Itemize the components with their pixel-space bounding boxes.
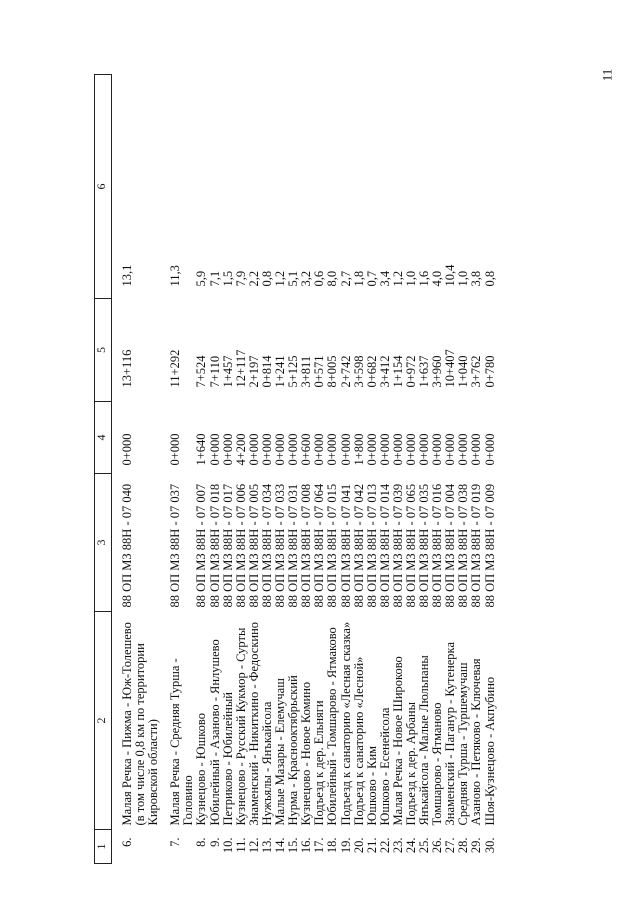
length-km: 0,6 — [312, 270, 327, 287]
page-number: 11 — [599, 68, 615, 82]
end-km: 1+457 — [220, 355, 235, 388]
length-km: 2,7 — [338, 270, 353, 287]
start-km: 0+000 — [220, 433, 235, 466]
start-km: 0+000 — [456, 433, 471, 466]
road-name: Юшково - Есенейсола — [377, 707, 392, 826]
start-km: 0+000 — [417, 433, 432, 466]
road-name: Шоя-Кузнецово - Акпубино — [482, 676, 497, 826]
end-km: 11+292 — [168, 349, 183, 388]
end-km: 1+040 — [456, 355, 471, 388]
row-number: 6. — [120, 837, 134, 847]
header-col-6: 6 — [95, 75, 112, 299]
length-km: 1,8 — [351, 270, 366, 287]
row-number: 8. — [194, 837, 209, 847]
table-body — [112, 75, 497, 864]
table-row — [353, 75, 366, 864]
road-code: 88 ОП МЗ 88Н - 07 031 — [286, 483, 301, 608]
road-code: 88 ОП МЗ 88Н - 07 065 — [403, 483, 418, 608]
road-code: 88 ОП МЗ 88Н - 07 040 — [120, 483, 134, 608]
road-code: 88 ОП МЗ 88Н - 07 017 — [220, 483, 235, 608]
end-km: 0+972 — [403, 355, 418, 388]
end-km: 1+154 — [390, 355, 405, 388]
start-km: 1+640 — [194, 433, 209, 466]
end-km: 10+407 — [443, 349, 458, 388]
length-km: 0,8 — [482, 270, 497, 287]
end-km: 12+117 — [233, 349, 248, 388]
header-col-5: 5 — [95, 299, 112, 402]
road-name: Малые Мазары - Елемучаш — [273, 678, 288, 826]
road-name: Юбилейный - Томшарово - Ятмаково — [325, 627, 340, 826]
road-code: 88 ОП МЗ 88Н - 07 006 — [233, 483, 248, 608]
road-code: 88 ОП МЗ 88Н - 07 064 — [312, 483, 327, 608]
table-row — [392, 75, 405, 864]
length-km: 1,6 — [417, 270, 432, 287]
length-km: 3,2 — [299, 270, 314, 287]
road-code: 88 ОП МЗ 88Н - 07 035 — [417, 483, 432, 608]
row-number: 12. — [246, 837, 261, 854]
length-km: 0,8 — [259, 270, 274, 287]
end-km: 8+005 — [325, 355, 340, 388]
table-row — [121, 75, 160, 864]
table-row — [326, 75, 339, 864]
end-km: 2+742 — [338, 355, 353, 388]
length-km: 10,4 — [443, 264, 458, 287]
start-km: 0+000 — [469, 433, 484, 466]
road-name: Знаменский - Никиткино - Федоскино — [246, 621, 261, 826]
row-number: 27. — [443, 837, 458, 854]
row-number: 17. — [312, 837, 327, 854]
start-km: 0+000 — [273, 433, 288, 466]
row-number: 13. — [259, 837, 274, 854]
end-km: 7+110 — [207, 355, 222, 388]
length-km: 5,9 — [194, 270, 209, 287]
row-number: 7. — [168, 837, 183, 847]
row-number: 18. — [325, 837, 340, 854]
end-km: 1+241 — [273, 355, 288, 388]
length-km: 13,1 — [120, 264, 134, 287]
road-name: Подъезд к санаторию «Лесная сказка» — [338, 621, 353, 826]
row-number: 11. — [233, 837, 248, 853]
start-km: 0+000 — [246, 433, 261, 466]
road-name: Янъкайсола - Малые Люльпаны — [417, 655, 432, 826]
table-row — [379, 75, 392, 864]
start-km: 0+000 — [120, 433, 134, 466]
header-col-4: 4 — [95, 402, 112, 474]
road-code: 88 ОП МЗ 88Н - 07 016 — [430, 483, 445, 608]
row-number: 30. — [482, 837, 497, 854]
length-km: 8,0 — [325, 270, 340, 287]
table-row — [470, 75, 483, 864]
road-name: Подъезд к санаторию «Лесной» — [351, 656, 366, 826]
end-km: 2+197 — [246, 355, 261, 388]
row-number: 19. — [338, 837, 353, 854]
length-km: 3,4 — [377, 270, 392, 287]
header-col-2: 2 — [95, 612, 112, 830]
start-km: 0+000 — [403, 433, 418, 466]
road-name: Юшково - Ким — [364, 745, 379, 826]
start-km: 1+800 — [351, 433, 366, 466]
road-name: Знаменский - Пагануp - Кутенерка — [443, 642, 458, 826]
start-km: 0+000 — [168, 433, 183, 466]
row-number: 20. — [351, 837, 366, 854]
road-code: 88 ОП МЗ 88Н - 07 019 — [469, 483, 484, 608]
row-number: 14. — [273, 837, 288, 854]
start-km: 0+000 — [312, 433, 327, 466]
end-km: 3+762 — [469, 355, 484, 388]
road-code: 88 ОП МЗ 88Н - 07 004 — [443, 483, 458, 608]
row-number: 23. — [390, 837, 405, 854]
row-number: 26. — [430, 837, 445, 854]
start-km: 0+000 — [390, 433, 405, 466]
length-km: 7,9 — [233, 270, 248, 287]
start-km: 0+000 — [364, 433, 379, 466]
road-code: 88 ОП МЗ 88Н - 07 015 — [325, 483, 340, 608]
table-row — [366, 75, 379, 864]
road-code: 88 ОП МЗ 88Н - 07 007 — [194, 483, 209, 608]
road-code: 88 ОП МЗ 88Н - 07 041 — [338, 483, 353, 608]
table-row — [235, 75, 248, 864]
start-km: 0+000 — [443, 433, 458, 466]
table-row — [340, 75, 353, 864]
end-km: 0+571 — [312, 355, 327, 388]
road-name: Нурма - Краснооктябрьский — [286, 675, 301, 826]
road-code: 88 ОП МЗ 88Н - 07 009 — [482, 483, 497, 608]
start-km: 0+000 — [338, 433, 353, 466]
road-name: Кузнецово - Русский Кукмор - Сурты — [233, 627, 248, 826]
row-number: 22. — [377, 837, 392, 854]
row-number: 25. — [417, 837, 432, 854]
start-km: 0+000 — [286, 433, 301, 466]
header-col-1: 1 — [95, 830, 112, 864]
start-km: 0+000 — [430, 433, 445, 466]
roads-table — [94, 74, 497, 864]
length-km: 1,2 — [273, 270, 288, 287]
road-name: Подъезд к дер. Арбаны — [403, 701, 418, 826]
table-row — [169, 75, 195, 864]
road-name: Малая Речка - Новое Широково — [390, 656, 405, 826]
row-number: 16. — [299, 837, 314, 854]
start-km: 0+000 — [207, 433, 222, 466]
end-km: 3+412 — [377, 355, 392, 388]
road-name: Средняя Турша - Туршемучаш — [456, 662, 471, 826]
road-code: 88 ОП МЗ 88Н - 07 033 — [273, 483, 288, 608]
length-km: 1,0 — [456, 270, 471, 287]
roads-table-rotated — [94, 74, 530, 864]
end-km: 3+598 — [351, 355, 366, 388]
road-code: 88 ОП МЗ 88Н - 07 013 — [364, 483, 379, 608]
road-name: Малая Речка - Пижма - Юж-Толешево (в том числе 0,8 км по территории Кировской области) — [120, 622, 161, 826]
road-code: 88 ОП МЗ 88Н - 07 018 — [207, 483, 222, 608]
length-km: 1,2 — [390, 270, 405, 287]
end-km: 1+637 — [417, 355, 432, 388]
end-km: 5+125 — [286, 355, 301, 388]
road-name: Подъезд к дер. Ельняги — [312, 700, 327, 826]
row-number: 21. — [364, 837, 379, 854]
end-km: 0+780 — [482, 355, 497, 388]
road-code: 88 ОП МЗ 88Н - 07 005 — [246, 483, 261, 608]
road-name: Юбилейный - Азаново - Янлушево — [207, 639, 222, 826]
road-name: Азаново - Петяково - Ключевая — [469, 658, 484, 826]
end-km: 3+960 — [430, 355, 445, 388]
end-km: 0+814 — [259, 355, 274, 388]
header-row — [95, 75, 112, 864]
road-name: Малая Речка - Средняя Турша - Головино — [168, 658, 196, 826]
road-code: 88 ОП МЗ 88Н - 07 014 — [377, 483, 392, 608]
end-km: 3+811 — [299, 355, 314, 388]
road-name: Кузнецово - Юшково — [194, 713, 209, 826]
length-km: 2,2 — [246, 270, 261, 287]
row-number: 15. — [286, 837, 301, 854]
road-name: Томшарово - Ятманово — [430, 702, 445, 826]
road-code: 88 ОП МЗ 88Н - 07 037 — [168, 483, 183, 608]
start-km: 0+000 — [377, 433, 392, 466]
road-code: 88 ОП МЗ 88Н - 07 039 — [390, 483, 405, 608]
table-row — [209, 75, 222, 864]
road-name: Кузнецово - Новое Комино — [299, 681, 314, 826]
length-km: 11,3 — [168, 265, 183, 287]
length-km: 0,7 — [364, 270, 379, 287]
end-km: 7+524 — [194, 355, 209, 388]
start-km: 0+600 — [299, 433, 314, 466]
start-km: 0+000 — [482, 433, 497, 466]
length-km: 3,8 — [469, 270, 484, 287]
start-km: 0+000 — [325, 433, 340, 466]
row-number: 29. — [469, 837, 484, 854]
row-number: 9. — [207, 837, 222, 847]
end-km: 0+682 — [364, 355, 379, 388]
table-row — [222, 75, 235, 864]
table-row — [195, 75, 208, 864]
length-km: 4,0 — [430, 270, 445, 287]
end-km: 13+116 — [120, 349, 134, 388]
road-name: Петриково - Юбилейный — [220, 692, 235, 826]
start-km: 0+000 — [259, 433, 274, 466]
header-col-3: 3 — [95, 474, 112, 612]
length-km: 5,1 — [286, 270, 301, 287]
row-number: 24. — [403, 837, 418, 854]
table-row — [248, 75, 261, 864]
length-km: 1,5 — [220, 270, 235, 287]
row-number: 10. — [220, 837, 235, 854]
length-km: 7,1 — [207, 270, 222, 287]
road-name: Нужъялы - Янъкайсола — [259, 701, 274, 826]
road-code: 88 ОП МЗ 88Н - 07 008 — [299, 483, 314, 608]
table-row — [484, 75, 497, 864]
road-code: 88 ОП МЗ 88Н - 07 042 — [351, 483, 366, 608]
start-km: 4+200 — [233, 433, 248, 466]
road-code: 88 ОП МЗ 88Н - 07 038 — [456, 483, 471, 608]
row-number: 28. — [456, 837, 471, 854]
road-code: 88 ОП МЗ 88Н - 07 034 — [259, 483, 274, 608]
length-km: 1,0 — [403, 270, 418, 287]
